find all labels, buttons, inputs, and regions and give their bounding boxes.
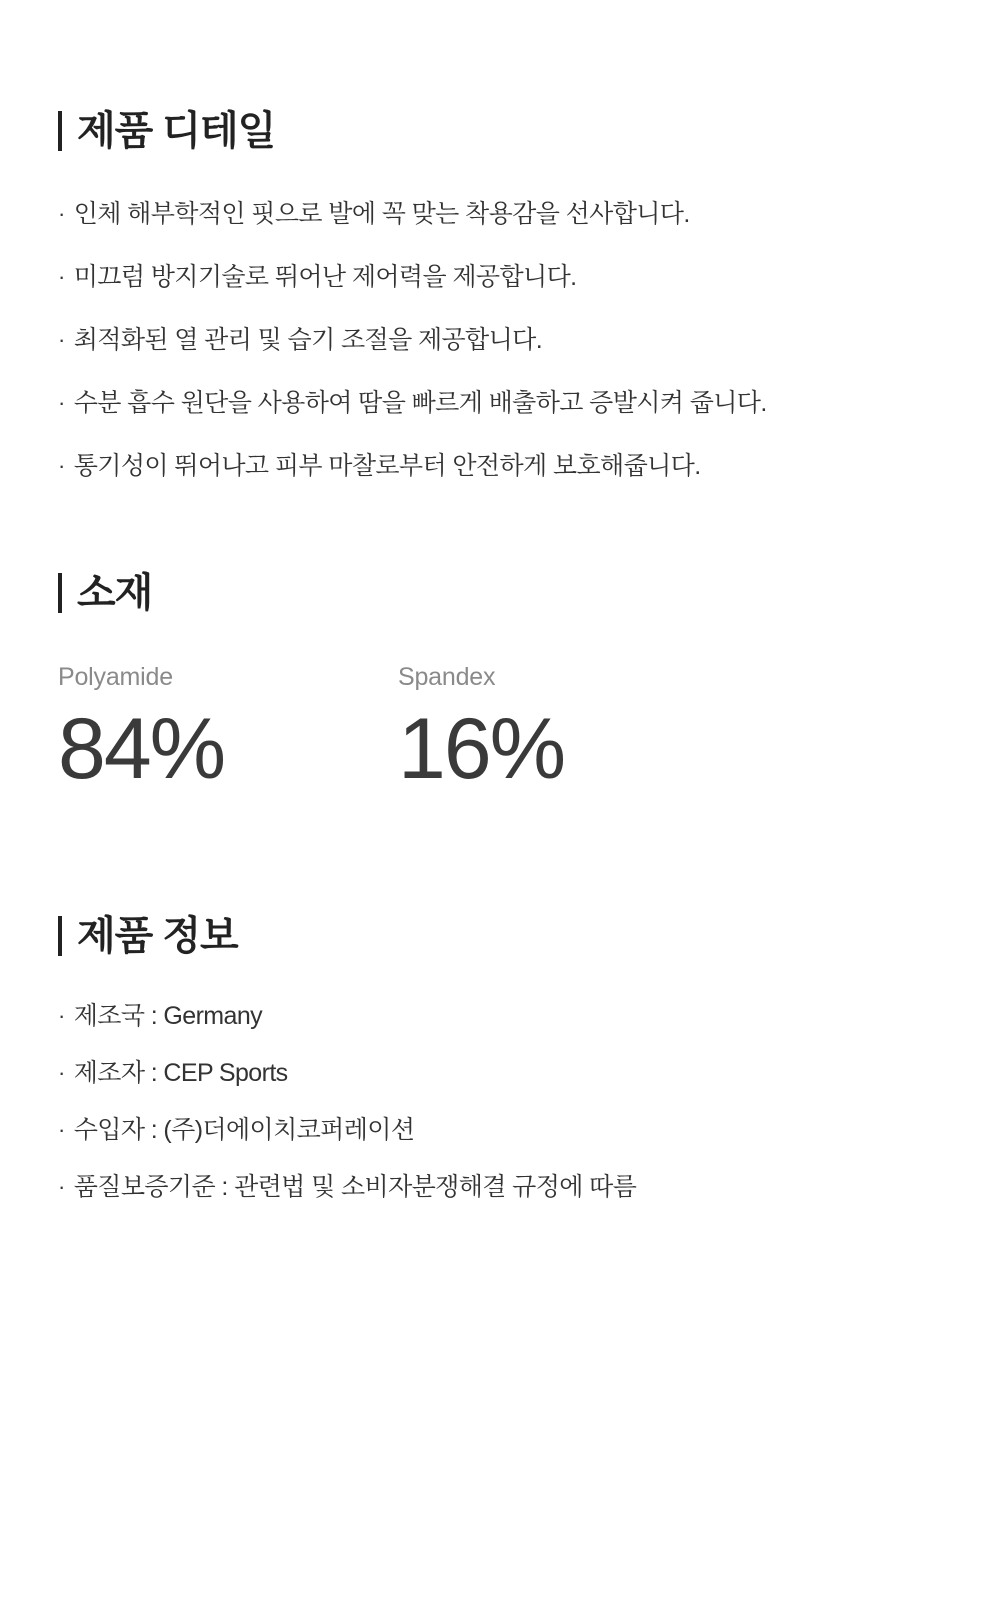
list-item <box>58 262 942 292</box>
heading-bar-icon <box>58 573 62 613</box>
list-item <box>58 1058 942 1088</box>
material-item-polyamide <box>58 663 398 798</box>
material-composition-row <box>58 663 942 798</box>
bullet-dot-icon: · <box>58 453 65 479</box>
product-detail-heading <box>58 109 942 154</box>
list-item-text: 제조국 : Germany <box>73 1002 263 1031</box>
product-detail-list <box>58 199 942 481</box>
list-item <box>58 388 942 418</box>
material-section <box>58 571 942 798</box>
list-item-text: 수입자 : (주)더에이치코퍼레이션 <box>73 1116 415 1145</box>
product-info-heading <box>58 914 942 959</box>
list-item-text: 통기성이 뛰어나고 피부 마찰로부터 안전하게 보호해줍니다. <box>73 452 701 481</box>
list-item-text: 품질보증기준 : 관련법 및 소비자분쟁해결 규정에 따름 <box>73 1173 637 1202</box>
list-item <box>58 1172 942 1202</box>
list-item <box>58 1001 942 1031</box>
list-item <box>58 1115 942 1145</box>
material-heading-label: 소재 <box>77 571 153 616</box>
material-heading <box>58 571 942 616</box>
list-item-text: 인체 해부학적인 핏으로 발에 꼭 맞는 착용감을 선사합니다. <box>73 200 690 229</box>
list-item-text: 미끄럼 방지기술로 뛰어난 제어력을 제공합니다. <box>73 263 577 292</box>
heading-bar-icon <box>58 916 62 956</box>
bullet-dot-icon: · <box>58 1117 65 1143</box>
material-name: Spandex <box>398 663 496 692</box>
material-name: Polyamide <box>58 663 173 692</box>
product-info-heading-label: 제품 정보 <box>77 914 238 959</box>
bullet-dot-icon: · <box>58 390 65 416</box>
product-info-section <box>58 916 942 1202</box>
material-item-spandex <box>398 663 738 798</box>
list-item <box>58 199 942 229</box>
bullet-dot-icon: · <box>58 1003 65 1029</box>
bullet-dot-icon: · <box>58 1174 65 1200</box>
list-item <box>58 325 942 355</box>
list-item-text: 수분 흡수 원단을 사용하여 땀을 빠르게 배출하고 증발시켜 줍니다. <box>73 389 767 418</box>
list-item-text: 최적화된 열 관리 및 습기 조절을 제공합니다. <box>73 326 543 355</box>
list-item <box>58 451 942 481</box>
product-detail-heading-label: 제품 디테일 <box>77 109 276 154</box>
material-percentage: 84% <box>58 701 225 798</box>
bullet-dot-icon: · <box>58 264 65 290</box>
heading-bar-icon <box>58 111 62 151</box>
product-detail-section <box>58 0 942 481</box>
product-info-list <box>58 1001 942 1202</box>
bullet-dot-icon: · <box>58 327 65 353</box>
list-item-text: 제조자 : CEP Sports <box>73 1059 288 1088</box>
bullet-dot-icon: · <box>58 201 65 227</box>
bullet-dot-icon: · <box>58 1060 65 1086</box>
material-percentage: 16% <box>398 701 565 798</box>
